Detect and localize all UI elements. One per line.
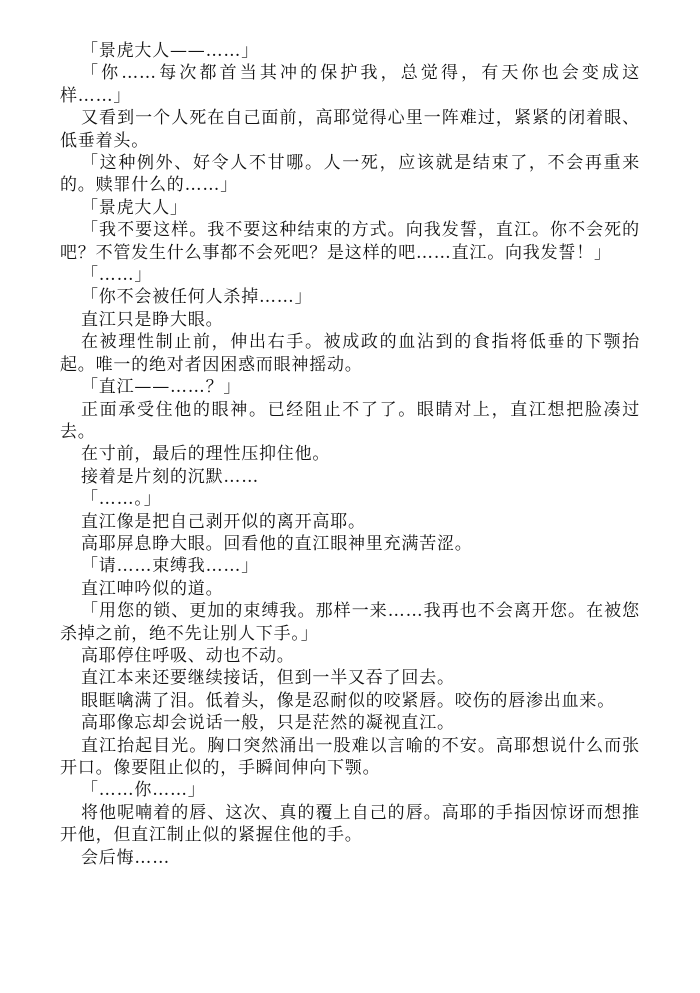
paragraph: 高耶像忘却会说话一般，只是茫然的凝视直江。 [81, 713, 455, 734]
paragraph: 「请……束缚我……」 [81, 556, 259, 577]
paragraph: 直江本来还要继续接话，但到一半又吞了回去。 [81, 668, 455, 689]
paragraph: 高耶屏息睁大眼。回看他的直江眼神里充满苦涩。 [81, 533, 473, 554]
paragraph: 在寸前，最后的理性压抑住他。 [81, 444, 331, 465]
paragraph: 「用您的锁、更加的束缚我。那样一来……我再也不会离开您。在被您杀掉之前，绝不先让别人下手。」 [60, 601, 640, 644]
paragraph: 直江像是把自己剥开似的离开高耶。 [81, 511, 366, 532]
paragraph: 「直江——……？」 [81, 377, 242, 398]
paragraph: 「这种例外、好令人不甘哪。人一死，应该就是结束了，不会再重来的。赎罪什么的……」 [60, 153, 640, 196]
paragraph: 「我不要这样。我不要这种结束的方式。向我发誓，直江。你不会死的吧？不管发生什么事都不会死吧？是这样的吧……直江。向我发誓！」 [60, 220, 640, 263]
paragraph: 直江只是睁大眼。 [81, 309, 224, 330]
paragraph: 接着是片刻的沉默…… [81, 466, 259, 487]
paragraph: 直江呻吟似的道。 [81, 578, 224, 599]
paragraph: 将他呢喃着的唇、这次、真的覆上自己的唇。高耶的手指因惊讶而想推开他，但直江制止似的紧握住他的手。 [60, 802, 640, 846]
document-page [60, 40, 640, 869]
paragraph: 在被理性制止前，伸出右手。被成政的血沾到的食指将低垂的下颚抬起。唯一的绝对者因困惑而眼神摇动。 [60, 332, 640, 375]
paragraph: 正面承受住他的眼神。已经阻止不了了。眼睛对上，直江想把脸凑过去。 [60, 399, 640, 442]
paragraph: 「你不会被任何人杀掉……」 [81, 287, 313, 308]
paragraph: 「……。」 [81, 489, 162, 510]
paragraph: 直江抬起目光。胸口突然涌出一股难以言喻的不安。高耶想说什么而张开口。像要阻止似的，手瞬间伸向下颚。 [60, 735, 640, 778]
paragraph: 眼眶噙满了泪。低着头，像是忍耐似的咬紧唇。咬伤的唇渗出血来。 [81, 690, 615, 711]
paragraph: 会后悔…… [81, 847, 170, 868]
paragraph: 「景虎大人——……」 [81, 41, 259, 61]
paragraph: 高耶停住呼吸、动也不动。 [81, 645, 295, 666]
paragraph: 「景虎大人」 [81, 197, 188, 218]
paragraph: 「你……每次都首当其冲的保护我，总觉得，有天你也会变成这样……」 [60, 63, 640, 106]
paragraph: 「……你……」 [81, 780, 206, 801]
paragraph: 又看到一个人死在自己面前，高耶觉得心里一阵难过，紧紧的闭着眼、低垂着头。 [60, 108, 640, 151]
paragraph: 「……」 [81, 265, 153, 286]
